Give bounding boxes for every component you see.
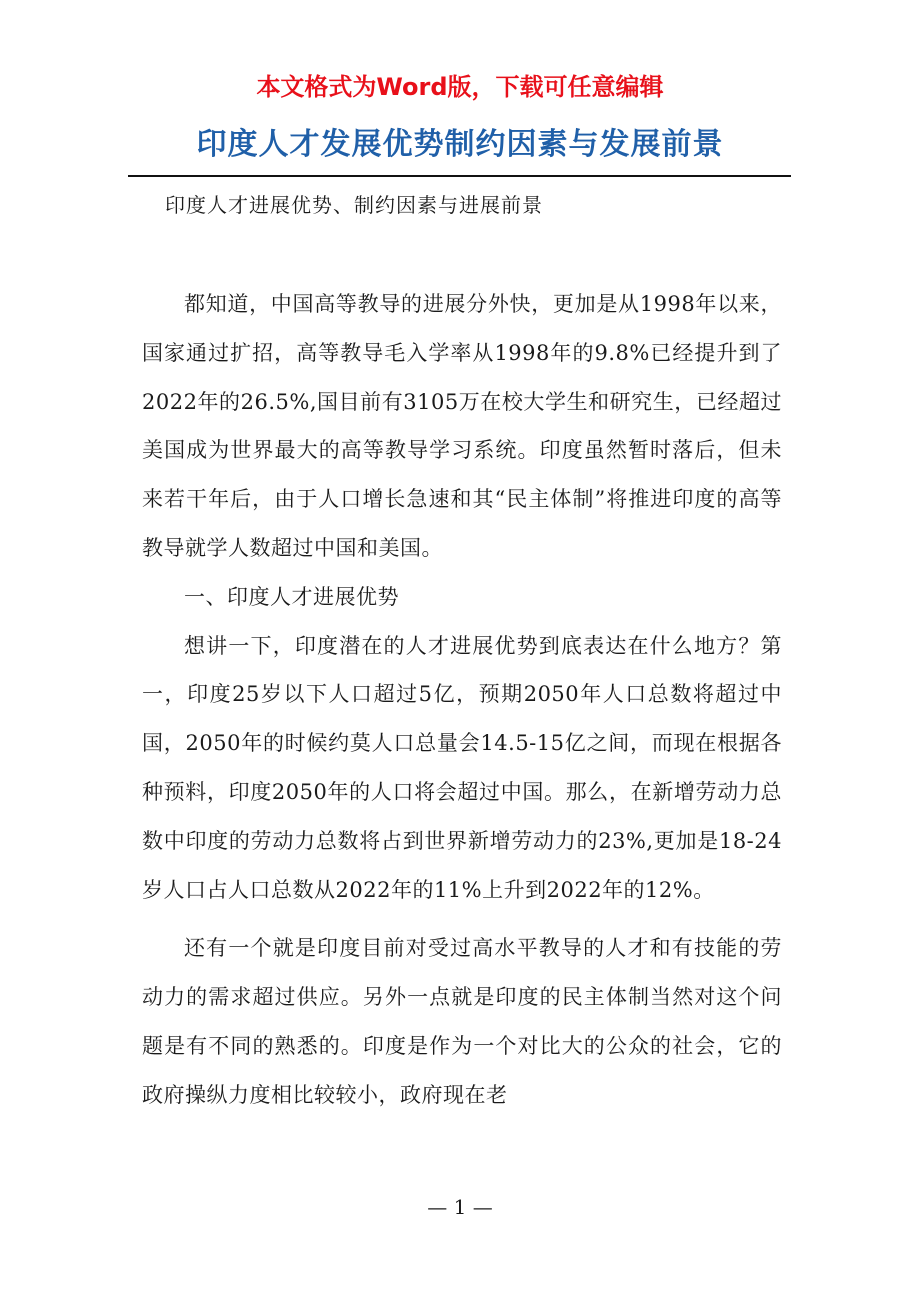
document-body [142,280,782,1120]
paragraph-demand: 还有一个就是印度目前对受过高水平教导的人才和有技能的劳动力的需求超过供应。另外一点就是印度的民主体制当然对这个问题是有不同的熟悉的。印度是作为一个对比大的公众的社会，它的政府操纵力度相比较较小，政府现在老 [142,936,782,1107]
paragraph-intro: 都知道，中国高等教导的进展分外快，更加是从1998年以来，国家通过扩招，高等教导毛入学率从1998年的9.8%已经提升到了2022年的26.5%,国目前有3105万在校大学生和研究生，已经超过美国成为世界最大的高等教导学习系统。印度虽然暂时落后，但未来若干年后，由于人口增长急速和其“民主体制”将推进印度的高等教导就学人数超过中国和美国。 [142,292,782,560]
paragraph-advantages: 想讲一下，印度潜在的人才进展优势到底表达在什么地方？第一，印度25岁以下人口超过5亿，预期2050年人口总数将超过中国，2050年的时候约莫人口总量会14.5-15亿之间，而现在根据各种预料，印度2050年的人口将会超过中国。那么，在新增劳动力总数中印度的劳动力总数将占到世界新增劳动力的23%,更加是18-24岁人口占人口总数从2022年的11%上升到2022年的12%。 [142,633,782,902]
title-divider [128,175,791,177]
document-title: 印度人才发展优势制约因素与发展前景 [196,127,724,162]
download-banner: 本文格式为Word版，下载可任意编辑 [256,73,664,101]
section-heading: 一、印度人才进展优势 [184,584,399,609]
document-subtitle: 印度人才进展优势、制约因素与进展前景 [165,193,543,217]
page-number: — 1 — [427,1195,493,1219]
